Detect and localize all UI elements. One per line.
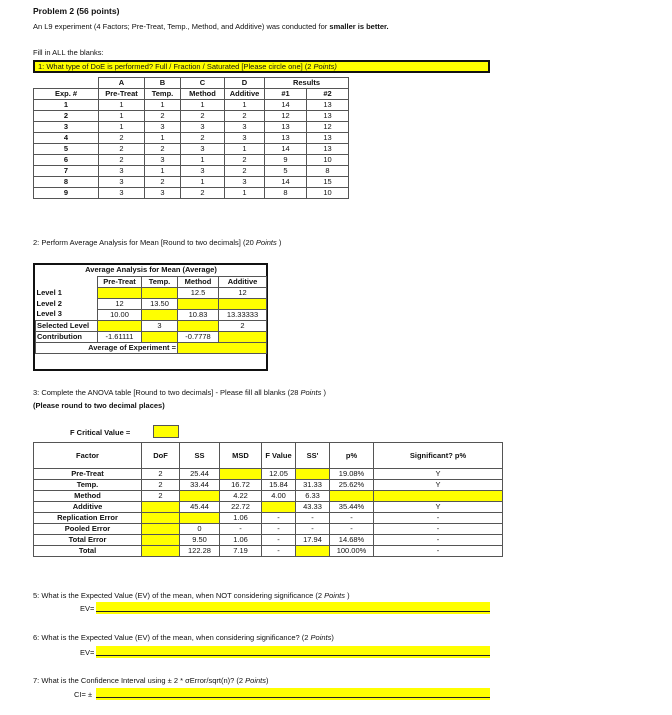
table-cell: 13 xyxy=(307,111,349,122)
table-cell: 4 xyxy=(34,133,99,144)
column-header: #2 xyxy=(307,89,349,100)
q5-text: 5: What is the Expected Value (EV) of the mean, when NOT considering significance (2 xyxy=(33,591,325,600)
results-header: Results xyxy=(265,78,349,89)
column-header: DoF xyxy=(142,443,180,469)
table-row xyxy=(34,144,349,155)
table-cell: - xyxy=(374,546,503,557)
table-row xyxy=(34,111,349,122)
factor-label: Temp. xyxy=(34,480,142,491)
table-cell: 13.33333 xyxy=(219,309,267,320)
table-cell: 3 xyxy=(34,122,99,133)
q7-question xyxy=(33,676,269,685)
table-row xyxy=(34,535,503,546)
table-cell: 5 xyxy=(265,166,307,177)
table-row xyxy=(36,298,267,309)
table-cell: 12.5 xyxy=(178,287,219,298)
table-cell: 9.50 xyxy=(180,535,220,546)
row-label: Level 3 xyxy=(36,309,62,319)
factor-letter: D xyxy=(225,78,265,89)
table-cell: 2 xyxy=(219,320,267,331)
table-cell: 2 xyxy=(142,469,180,480)
table-cell: 2 xyxy=(142,491,180,502)
answer-cell[interactable] xyxy=(296,469,330,480)
table-cell: 10 xyxy=(307,188,349,199)
table-cell: -1.61111 xyxy=(98,331,142,342)
table-cell: 8 xyxy=(307,166,349,177)
q5-answer-line xyxy=(96,611,490,612)
table-cell: 12.05 xyxy=(262,469,296,480)
table-cell: 3 xyxy=(225,177,265,188)
average-answer-cell[interactable] xyxy=(178,342,267,353)
q3-tail: ) xyxy=(321,388,326,397)
answer-cell[interactable] xyxy=(220,469,262,480)
table-cell: Y xyxy=(374,469,503,480)
column-header: Method xyxy=(178,276,219,287)
table-cell: 3 xyxy=(99,166,145,177)
answer-cell[interactable] xyxy=(142,331,178,342)
table-row xyxy=(36,342,267,353)
table-cell: 4.00 xyxy=(262,491,296,502)
table-cell: 1 xyxy=(145,100,181,111)
table-cell: 15.84 xyxy=(262,480,296,491)
table-cell: 2 xyxy=(181,111,225,122)
row-label: Contribution xyxy=(36,331,98,342)
q2-points: Points xyxy=(255,238,277,247)
table-cell: 2 xyxy=(99,155,145,166)
table-cell: 1 xyxy=(225,144,265,155)
table-cell: 12 xyxy=(219,287,267,298)
q7-tail: ) xyxy=(266,676,269,685)
average-analysis-table xyxy=(35,265,267,354)
answer-cell[interactable] xyxy=(142,502,180,513)
table-cell: 3 xyxy=(145,155,181,166)
table-cell: 8 xyxy=(265,188,307,199)
q5-points: Points xyxy=(324,591,345,600)
answer-cell[interactable] xyxy=(374,491,503,502)
table-cell: 14.68% xyxy=(330,535,374,546)
table-cell: 1 xyxy=(145,166,181,177)
table-cell: 7 xyxy=(34,166,99,177)
table-cell: 3 xyxy=(225,133,265,144)
q7-answer-line xyxy=(96,697,490,698)
answer-cell[interactable] xyxy=(180,491,220,502)
factor-letter: B xyxy=(145,78,181,89)
factor-label: Additive xyxy=(34,502,142,513)
table-cell: 1 xyxy=(181,177,225,188)
answer-cell[interactable] xyxy=(219,331,267,342)
table-cell: - xyxy=(262,524,296,535)
table-cell: 1 xyxy=(181,155,225,166)
column-header: MSD xyxy=(220,443,262,469)
answer-cell[interactable] xyxy=(178,298,219,309)
f-critical-label: F Critical Value = xyxy=(70,428,131,437)
q7-text: 7: What is the Confidence Interval using ± 2 * σError/sqrt(n)? (2 xyxy=(33,676,246,685)
column-header: Pre-Treat xyxy=(98,276,142,287)
table-cell: - xyxy=(296,513,330,524)
q6-question xyxy=(33,633,334,642)
q6-tail: ) xyxy=(331,633,334,642)
table-cell: 1 xyxy=(99,122,145,133)
table-cell: 2 xyxy=(142,480,180,491)
table-row xyxy=(34,480,503,491)
table-cell: 1 xyxy=(34,100,99,111)
table-cell: 19.08% xyxy=(330,469,374,480)
table-cell: - xyxy=(374,535,503,546)
table-cell: 7.19 xyxy=(220,546,262,557)
row-label: Selected Level xyxy=(36,320,98,331)
table-cell: 17.94 xyxy=(296,535,330,546)
table-cell: 14 xyxy=(265,177,307,188)
q3-rounding-note: (Please round to two decimal places) xyxy=(33,401,165,410)
q2-question xyxy=(33,238,281,247)
table-row xyxy=(34,546,503,557)
fill-blanks-label: Fill in ALL the blanks: xyxy=(33,48,104,57)
table-cell: - xyxy=(262,546,296,557)
answer-cell[interactable] xyxy=(330,491,374,502)
q5-tail: ) xyxy=(344,591,350,600)
table-row xyxy=(36,320,267,331)
table-cell: 3 xyxy=(145,188,181,199)
table-cell: 9 xyxy=(34,188,99,199)
column-header: Additive xyxy=(225,89,265,100)
q2-tail: ) xyxy=(276,238,282,247)
table-cell: 13 xyxy=(307,100,349,111)
table-cell: 2 xyxy=(145,144,181,155)
q3-points: Points xyxy=(300,388,322,397)
column-header: Factor xyxy=(34,443,142,469)
column-header: SS' xyxy=(296,443,330,469)
column-header: F Value xyxy=(262,443,296,469)
factor-label: Method xyxy=(34,491,142,502)
table-cell: 1 xyxy=(181,100,225,111)
table-row xyxy=(36,287,267,298)
column-header: SS xyxy=(180,443,220,469)
table-cell: 43.33 xyxy=(296,502,330,513)
table-cell: 3 xyxy=(225,122,265,133)
factor-label: Total Error xyxy=(34,535,142,546)
table-row xyxy=(34,524,503,535)
table-row xyxy=(34,100,349,111)
column-header: Pre-Treat xyxy=(99,89,145,100)
factor-label: Total xyxy=(34,546,142,557)
table-row xyxy=(34,177,349,188)
table-cell: 2 xyxy=(181,188,225,199)
table-cell: 9 xyxy=(265,155,307,166)
factor-label: Pre-Treat xyxy=(34,469,142,480)
table-row xyxy=(34,513,503,524)
table-cell: 2 xyxy=(145,177,181,188)
table-cell: 3 xyxy=(142,320,178,331)
table-row xyxy=(36,309,267,320)
table-cell: 0 xyxy=(180,524,220,535)
q1-question: 1: What type of DoE is performed? Full / Fraction / Saturated [Please circle one] (2 xyxy=(38,62,314,71)
answer-cell[interactable] xyxy=(219,298,267,309)
table-row xyxy=(36,331,267,342)
intro-emphasis: smaller is better. xyxy=(329,22,389,31)
answer-cell[interactable] xyxy=(142,524,180,535)
intro-main: An L9 experiment (4 Factors; Pre-Treat, Temp., Method, and Additive) was conducted for xyxy=(33,22,330,31)
table-row xyxy=(34,491,503,502)
average-label: Average of Experiment = xyxy=(36,342,178,353)
table-cell: 2 xyxy=(225,111,265,122)
table-cell: 1 xyxy=(225,100,265,111)
column-header: p% xyxy=(330,443,374,469)
table-cell: 4.22 xyxy=(220,491,262,502)
table-cell: 13.50 xyxy=(142,298,178,309)
q6-answer-field[interactable] xyxy=(96,646,490,658)
table-cell: 31.33 xyxy=(296,480,330,491)
table-row xyxy=(34,155,349,166)
answer-cell[interactable] xyxy=(262,502,296,513)
q6-points: Points xyxy=(310,633,332,642)
column-header: Method xyxy=(181,89,225,100)
table-cell: 1.06 xyxy=(220,535,262,546)
table-cell: 13 xyxy=(265,133,307,144)
average-table-title: Average Analysis for Mean (Average) xyxy=(85,265,217,275)
table-cell: 2 xyxy=(145,111,181,122)
q5-answer-label: EV= xyxy=(80,604,95,613)
table-cell: 3 xyxy=(99,177,145,188)
table-cell: Y xyxy=(374,480,503,491)
q6-text: 6: What is the Expected Value (EV) of the mean, when considering significance? (2 xyxy=(33,633,311,642)
column-header: Temp. xyxy=(145,89,181,100)
table-row xyxy=(34,502,503,513)
table-cell: 15 xyxy=(307,177,349,188)
l9-design-table xyxy=(33,77,349,199)
table-cell: 6.33 xyxy=(296,491,330,502)
table-cell: 33.44 xyxy=(180,480,220,491)
table-cell: 2 xyxy=(225,166,265,177)
answer-cell[interactable] xyxy=(296,546,330,557)
table-cell: - xyxy=(330,513,374,524)
table-cell: 10.00 xyxy=(98,309,142,320)
table-cell: 1 xyxy=(99,100,145,111)
table-cell: 10 xyxy=(307,155,349,166)
table-cell: 25.62% xyxy=(330,480,374,491)
problem-title: Problem 2 (56 points) xyxy=(33,6,120,16)
table-cell: 12 xyxy=(265,111,307,122)
table-cell: 6 xyxy=(34,155,99,166)
table-row xyxy=(34,122,349,133)
table-cell: 1 xyxy=(99,111,145,122)
column-header: #1 xyxy=(265,89,307,100)
table-cell: 14 xyxy=(265,100,307,111)
table-cell: 22.72 xyxy=(220,502,262,513)
answer-cell[interactable] xyxy=(98,320,142,331)
q7-answer-field[interactable] xyxy=(96,688,490,700)
column-header: Exp. # xyxy=(34,89,99,100)
q6-answer-label: EV= xyxy=(80,648,95,657)
factor-label: Replication Error xyxy=(34,513,142,524)
table-cell: Y xyxy=(374,502,503,513)
table-cell: - xyxy=(296,524,330,535)
table-cell: 3 xyxy=(181,122,225,133)
table-cell: 13 xyxy=(265,122,307,133)
answer-cell[interactable] xyxy=(142,535,180,546)
factor-letter: A xyxy=(99,78,145,89)
table-cell: 1 xyxy=(225,188,265,199)
table-cell: 3 xyxy=(99,188,145,199)
answer-cell[interactable] xyxy=(142,309,178,320)
q5-answer-field[interactable] xyxy=(96,602,490,614)
table-cell: 3 xyxy=(145,122,181,133)
table-cell: - xyxy=(220,524,262,535)
q5-question xyxy=(33,591,350,600)
table-cell: 35.44% xyxy=(330,502,374,513)
q3-text: 3: Complete the ANOVA table [Round to two decimals] - Please fill all blanks (28 xyxy=(33,388,301,397)
f-critical-answer[interactable] xyxy=(153,425,179,438)
table-cell: 2 xyxy=(99,144,145,155)
table-cell: 16.72 xyxy=(220,480,262,491)
q3-question xyxy=(33,388,326,397)
row-label: Level 1 xyxy=(36,287,62,297)
table-cell: 13 xyxy=(307,133,349,144)
factor-label: Pooled Error xyxy=(34,524,142,535)
table-cell: 10.83 xyxy=(178,309,219,320)
table-cell: - xyxy=(262,535,296,546)
table-cell: 2 xyxy=(99,133,145,144)
table-cell: 25.44 xyxy=(180,469,220,480)
table-cell: 2 xyxy=(181,133,225,144)
table-cell: -0.7778 xyxy=(178,331,219,342)
table-cell: - xyxy=(262,513,296,524)
answer-cell[interactable] xyxy=(178,320,219,331)
answer-cell[interactable] xyxy=(98,287,142,298)
table-cell: 3 xyxy=(181,166,225,177)
intro-text xyxy=(33,22,389,31)
q2-text: 2: Perform Average Analysis for Mean [Round to two decimals] (20 xyxy=(33,238,256,247)
table-cell: 12 xyxy=(98,298,142,309)
table-cell: - xyxy=(374,524,503,535)
q1-answer-box[interactable] xyxy=(33,60,490,73)
table-cell: - xyxy=(374,513,503,524)
answer-cell[interactable] xyxy=(180,513,220,524)
q7-points: Points xyxy=(245,676,267,685)
anova-table xyxy=(33,442,503,557)
table-cell: 5 xyxy=(34,144,99,155)
table-cell: 12 xyxy=(307,122,349,133)
table-cell: 100.00% xyxy=(330,546,374,557)
table-cell: 122.28 xyxy=(180,546,220,557)
table-cell: 8 xyxy=(34,177,99,188)
table-row xyxy=(34,133,349,144)
column-header: Additive xyxy=(219,276,267,287)
table-row xyxy=(34,469,503,480)
row-label: Level 2 xyxy=(36,298,62,308)
table-cell: 14 xyxy=(265,144,307,155)
table-row xyxy=(34,188,349,199)
table-cell: 13 xyxy=(307,144,349,155)
table-row xyxy=(34,166,349,177)
table-cell: - xyxy=(330,524,374,535)
q1-points: Points) xyxy=(313,62,337,71)
table-cell: 1 xyxy=(145,133,181,144)
factor-letter: C xyxy=(181,78,225,89)
answer-cell[interactable] xyxy=(142,287,178,298)
answer-cell[interactable] xyxy=(142,546,180,557)
table-cell: 1.06 xyxy=(220,513,262,524)
table-cell: 2 xyxy=(225,155,265,166)
column-header: Temp. xyxy=(142,276,178,287)
table-cell: 45.44 xyxy=(180,502,220,513)
table-cell: 3 xyxy=(181,144,225,155)
q7-answer-label: CI= ± xyxy=(74,690,93,699)
answer-cell[interactable] xyxy=(142,513,180,524)
q6-answer-line xyxy=(96,655,490,656)
table-cell: 2 xyxy=(34,111,99,122)
column-header: Significant? p% xyxy=(374,443,503,469)
